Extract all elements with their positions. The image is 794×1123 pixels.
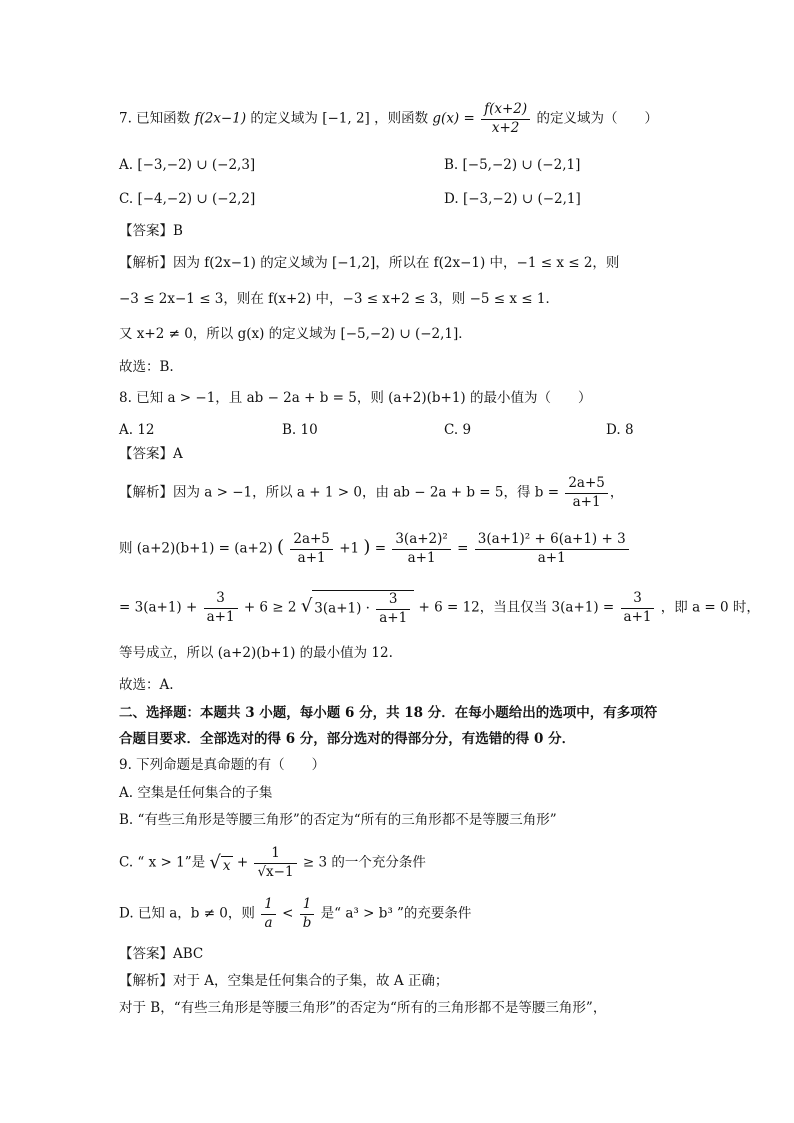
q8-l3-rad-numerator: 3 — [376, 592, 410, 610]
q7-option-b-value: [−5,−2) ∪ (−2,1] — [462, 157, 581, 173]
q7-analysis-2: −3 ≤ 2x−1 ≤ 3，则在 f(x+2) 中，−3 ≤ x+2 ≤ 3，则 −5 ≤ x ≤ 1． — [119, 291, 559, 307]
q8-l3-text-a: = 3(a+1) + — [119, 599, 198, 616]
q7-option-c-label: C. — [119, 191, 134, 207]
q8-option-d — [606, 422, 634, 438]
q8-analysis-3 — [119, 590, 760, 626]
q8-l2-f2-denominator: a+1 — [407, 549, 436, 566]
q7-analysis-3: 又 x+2 ≠ 0，所以 g(x) 的定义域为 [−5,−2) ∪ (−2,1]． — [119, 326, 472, 342]
q7-stem — [119, 102, 658, 136]
q8-l3-fraction-2 — [621, 591, 655, 625]
q9-d-fraction-1 — [261, 897, 276, 931]
q7-option-d — [444, 191, 581, 207]
q9-option-d-pre: D. 已知 a，b ≠ 0，则 — [119, 905, 255, 922]
q9-d-f1-numerator: 1 — [261, 897, 276, 915]
q9-c-numerator: 1 — [254, 846, 296, 864]
q7-g-label: g(x) = — [432, 110, 475, 127]
q8-l3-rad-denominator: a+1 — [379, 609, 408, 626]
q8-l3-sqrt: √ 3(a+1) · $\frac{3}{a+1}$ — [301, 590, 414, 626]
q7-analysis-1: 【解析】因为 f(2x−1) 的定义域为 [−1,2]，所以在 f(2x−1) 中，−1 ≤ x ≤ 2，则 — [119, 255, 620, 271]
q8-b-numerator: 2a+5 — [565, 476, 608, 494]
q7-option-c-value: [−4,−2) ∪ (−2,2] — [137, 191, 256, 207]
q8-l3-f2-numerator: 3 — [621, 591, 655, 609]
q7-option-a-value: [−3,−2) ∪ (−2,3] — [137, 157, 256, 173]
q8-l3-radicand-fraction — [376, 592, 410, 626]
q8-l2-text: 则 (a+2)(b+1) = (a+2) — [119, 540, 273, 557]
q9-d-f2-denominator: b — [302, 914, 312, 931]
q8-option-d-label: D. — [606, 422, 621, 438]
q8-l2-paren-denominator: a+1 — [297, 549, 326, 566]
q8-b-fraction — [565, 476, 608, 510]
q7-g-numerator: f(x+2) — [481, 102, 530, 120]
q9-c-fraction — [254, 846, 296, 880]
q8-l3-fraction — [204, 591, 238, 625]
q7-stem-text-a: 7. 已知函数 — [119, 110, 191, 127]
q8-answer: 【答案】A — [119, 446, 183, 462]
q7-answer: 【答案】B — [119, 223, 183, 239]
q8-l2-paren-fraction — [290, 532, 333, 566]
q8-l2-f2-numerator: 3(a+2)² — [392, 532, 450, 550]
q8-option-a — [119, 422, 155, 438]
q7-stem-text-b: 的定义域为 — [250, 110, 318, 127]
q8-l2-fraction-2 — [392, 532, 450, 566]
q8-l3-radicand-text: 3(a+1) · — [314, 600, 370, 617]
q7-option-a — [119, 157, 255, 173]
section2-line1: 二、选择题：本题共 3 小题，每小题 6 分，共 18 分．在每小题给出的选项中，有多项符 — [119, 705, 658, 721]
q8-option-a-value: 12 — [137, 422, 155, 438]
q9-c-denominator: √x−1 — [257, 863, 294, 880]
q8-l3-text-c: + 6 = 12，当且仅当 3(a+1) = — [418, 599, 615, 616]
q9-option-d-post: 是“ a³ > b³ ”的充要条件 — [320, 905, 472, 922]
q9-analysis-1: 【解析】对于 A，空集是任何集合的子集，故 A 正确； — [119, 973, 449, 989]
q9-d-f1-denominator: a — [264, 914, 273, 931]
q9-option-a: A. 空集是任何集合的子集 — [119, 785, 273, 801]
q9-option-c-post: ≥ 3 的一个充分条件 — [302, 854, 426, 871]
q8-l3-text-d: ，即 a = 0 时， — [660, 599, 760, 616]
q8-l2-plus-one: +1 — [339, 540, 360, 557]
q8-option-c-value: 9 — [462, 422, 472, 438]
q9-d-fraction-2 — [300, 897, 315, 931]
q7-g-denominator: x+2 — [491, 119, 520, 136]
q7-choose: 故选：B. — [119, 359, 174, 375]
q8-l3-denominator: a+1 — [206, 608, 235, 625]
q7-option-d-label: D. — [444, 191, 459, 207]
q8-analysis-1: 【解析】因为 a > −1，所以 a + 1 > 0，由 ab − 2a + b = 5，得 b = $\frac{2a+5}{a+1}$ ， — [119, 475, 624, 510]
q7-option-c — [119, 191, 255, 207]
q8-option-c — [444, 422, 471, 438]
section2-line2: 合题目要求．全部选对的得 6 分，部分选对的得部分分，有选错的得 0 分． — [119, 731, 576, 747]
q7-f-arg: f(2x−1) — [194, 110, 247, 127]
q9-option-c: C. “ x > 1”是 √ x + $\frac{1}{√x-1}$ ≥ 3 的一个充分条件 — [119, 845, 426, 880]
q8-option-b-value: 10 — [300, 422, 318, 438]
q8-b-denominator: a+1 — [572, 493, 601, 510]
q9-option-d — [119, 897, 471, 931]
q9-d-less-than: < — [282, 905, 294, 922]
q9-c-radicand: x — [222, 857, 231, 874]
q7-domain: [−1, 2] — [322, 110, 370, 127]
q9-c-den-radicand: x−1 — [266, 863, 294, 880]
q7-option-d-value: [−3,−2) ∪ (−2,1] — [462, 191, 581, 207]
q7-stem-text-d: 的定义域为（ ） — [536, 110, 658, 127]
q9-option-c-pre: C. “ x > 1”是 — [119, 854, 206, 871]
q9-c-sqrt: √ x — [209, 852, 231, 874]
q8-option-d-value: 8 — [624, 422, 634, 438]
q7-option-a-label: A. — [119, 157, 134, 173]
q8-l2-fraction-3 — [475, 532, 629, 566]
q9-d-f2-numerator: 1 — [300, 897, 315, 915]
q9-answer: 【答案】ABC — [119, 946, 204, 962]
q9-stem: 9. 下列命题是真命题的有（ ） — [119, 757, 326, 773]
q8-l3-numerator: 3 — [204, 591, 238, 609]
q7-option-b-label: B. — [444, 157, 459, 173]
q7-option-b — [444, 157, 580, 173]
q8-l2-paren-numerator: 2a+5 — [290, 532, 333, 550]
q8-option-b-label: B. — [282, 422, 297, 438]
q7-g-fraction — [481, 102, 530, 136]
q8-l3-text-b: + 6 ≥ 2 — [243, 599, 297, 616]
q8-analysis-2: 则 (a+2)(b+1) = (a+2) ( $\frac{2a+5}{a+1}$ +1 ) = $\frac{\text{3(a+2)²}}{a+1}$ = $\frac{\text{3(a+1)² + 6(a+1) + 3}}{a+1}$ — [119, 532, 631, 566]
q8-analysis-4: 等号成立，所以 (a+2)(b+1) 的最小值为 12. — [119, 645, 393, 661]
q8-l3-f2-denominator: a+1 — [623, 608, 652, 625]
q8-option-b — [282, 422, 318, 438]
q8-analysis-1-text: 【解析】因为 a > −1，所以 a + 1 > 0，由 ab − 2a + b = 5，得 b = — [119, 484, 560, 501]
q8-option-a-label: A. — [119, 422, 134, 438]
q8-l2-f3-numerator: 3(a+1)² + 6(a+1) + 3 — [475, 532, 629, 550]
q8-choose: 故选：A. — [119, 677, 174, 693]
q7-stem-text-c: ，则函数 — [374, 110, 429, 127]
q8-option-c-label: C. — [444, 422, 459, 438]
q9-analysis-2: 对于 B，“有些三角形是等腰三角形”的否定为“所有的三角形都不是等腰三角形”， — [119, 1000, 607, 1016]
q9-option-b: B. “有些三角形是等腰三角形”的否定为“所有的三角形都不是等腰三角形” — [119, 812, 557, 828]
q8-stem: 8. 已知 a > −1，且 ab − 2a + b = 5，则 (a+2)(b+1) 的最小值为（ ） — [119, 390, 592, 406]
q8-l2-f3-denominator: a+1 — [537, 549, 566, 566]
